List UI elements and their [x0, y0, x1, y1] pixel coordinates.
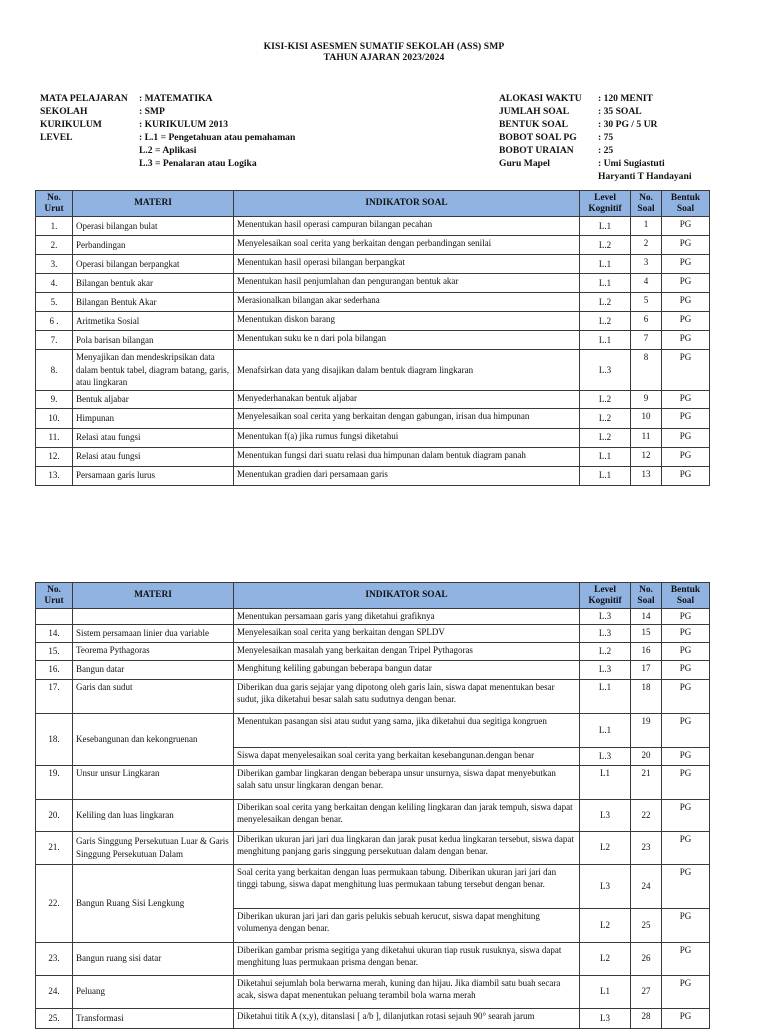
col-indikator: INDIKATOR SOAL: [234, 583, 580, 609]
cell-materi: Teorema Pythagoras: [73, 642, 234, 660]
info-value: : 120 MENIT: [598, 93, 653, 104]
cell-materi: Keliling dan luas lingkaran: [73, 799, 234, 831]
cell-level: L.2: [580, 428, 631, 447]
cell-bentuk: PG: [662, 799, 710, 831]
table-row: [36, 350, 710, 391]
info-row: [499, 118, 691, 131]
cell-materi: Bilangan Bentuk Akar: [73, 293, 234, 312]
cell-bentuk: PG: [662, 660, 710, 679]
cell-no-soal: 13: [631, 466, 662, 485]
info-row: [499, 144, 691, 157]
cell-no: 3.: [36, 255, 73, 274]
cell-bentuk: PG: [662, 642, 710, 660]
cell-no-soal: 5: [631, 293, 662, 312]
cell-no-soal: 28: [631, 1008, 662, 1028]
cell-materi: Bangun ruang sisi datar: [73, 942, 234, 975]
cell-materi: Himpunan: [73, 408, 234, 428]
cell-no-soal: 21: [631, 765, 662, 799]
cell-indikator: Menentukan fungsi dari suatu relasi dua himpunan dalam bentuk diagram panah: [234, 447, 580, 466]
cell-bentuk: PG: [662, 466, 710, 485]
cell-level: L.3: [580, 609, 631, 625]
info-value: : 30 PG / 5 UR: [598, 119, 658, 130]
cell-level: L.1: [580, 447, 631, 466]
cell-level: L3: [580, 1008, 631, 1028]
cell-materi: Garis Singgung Persekutuan Luar & Garis Singgung Persekutuan Dalam: [73, 831, 234, 864]
cell-bentuk: PG: [662, 609, 710, 625]
table-row: [36, 799, 710, 831]
cell-level: L.3: [580, 624, 631, 642]
cell-no-soal: 18: [631, 679, 662, 713]
cell-no: 2.: [36, 236, 73, 255]
kisi-table-1: [35, 190, 710, 486]
cell-indikator: Diberikan gambar prisma segitiga yang diketahui ukuran tiap rusuk rusuknya, siswa dapat menghitung luas permukaan prisma dengan benar.: [234, 942, 580, 975]
cell-bentuk: PG: [662, 975, 710, 1008]
table-row: [36, 679, 710, 713]
info-row: [499, 157, 691, 170]
table-row: [36, 331, 710, 350]
cell-level: L1: [580, 765, 631, 799]
cell-no: [36, 609, 73, 625]
doc-title: KISI-KISI ASESMEN SUMATIF SEKOLAH (ASS) SMP: [263, 41, 505, 52]
info-label: BOBOT SOAL PG: [499, 132, 577, 143]
cell-level: L.1: [580, 274, 631, 293]
cell-no-soal: 7: [631, 331, 662, 350]
cell-no-soal: 22: [631, 799, 662, 831]
cell-no-soal: 14: [631, 609, 662, 625]
info-row: [40, 144, 295, 157]
cell-indikator: Menentukan suku ke n dari pola bilangan: [234, 331, 580, 350]
cell-materi: Persamaan garis lurus: [73, 466, 234, 485]
cell-level: L3: [580, 799, 631, 831]
info-label: Guru Mapel: [499, 158, 550, 169]
cell-no: 1.: [36, 217, 73, 236]
cell-level: L.2: [580, 312, 631, 331]
info-row: [40, 118, 295, 131]
cell-bentuk: PG: [662, 428, 710, 447]
cell-indikator: Diberikan ukuran jari jari dan garis pelukis sebuah kerucut, siswa dapat menghitung volumenya dengan benar.: [234, 908, 580, 942]
cell-indikator: Soal cerita yang berkaitan dengan luas permukaan tabung. Diberikan ukuran jari jari dan tinggi tabung, siswa dapat menghitung luas permukaan tabung tersebut dengan benar.: [234, 864, 580, 908]
cell-indikator: Menyelesaikan masalah yang berkaitan dengan Tripel Pythagoras: [234, 642, 580, 660]
cell-no: 18.: [36, 713, 73, 765]
cell-no-soal: 4: [631, 274, 662, 293]
col-level: Level Kognitif: [580, 583, 631, 609]
table-row: [36, 624, 710, 642]
cell-bentuk: PG: [662, 447, 710, 466]
table-row: [36, 428, 710, 447]
cell-indikator: Menentukan pasangan sisi atau sudut yang sama, jika diketahui dua segitiga kongruen: [234, 713, 580, 747]
info-label: JUMLAH SOAL: [499, 106, 570, 117]
cell-bentuk: PG: [662, 236, 710, 255]
cell-materi: Bangun Ruang Sisi Lengkung: [73, 864, 234, 942]
info-value: : KURIKULUM 2013: [139, 119, 229, 130]
col-no-soal: No. Soal: [631, 583, 662, 609]
table-row: [36, 942, 710, 975]
cell-no-soal: 27: [631, 975, 662, 1008]
cell-level: L.3: [580, 660, 631, 679]
cell-level: L.2: [580, 236, 631, 255]
table-row: [36, 975, 710, 1008]
cell-no: 8.: [36, 350, 73, 391]
col-no-urut: No. Urut: [36, 583, 73, 609]
cell-no: 7.: [36, 331, 73, 350]
cell-indikator: Menyelesaikan soal cerita yang berkaitan dengan gabungan, irisan dua himpunan: [234, 408, 580, 428]
cell-indikator: Siswa dapat menyelesaikan soal cerita yang berkaitan kesebangunan.dengan benar: [234, 747, 580, 765]
cell-indikator: Menyelesaikan soal cerita yang berkaitan dengan SPLDV: [234, 624, 580, 642]
cell-bentuk: PG: [662, 274, 710, 293]
table-row: [36, 408, 710, 428]
table-row: [36, 765, 710, 799]
cell-no-soal: 19: [631, 713, 662, 747]
col-bentuk: Bentuk Soal: [662, 191, 710, 217]
cell-bentuk: PG: [662, 864, 710, 908]
cell-no-soal: 9: [631, 390, 662, 408]
table-row: [36, 293, 710, 312]
cell-no-soal: 12: [631, 447, 662, 466]
cell-no-soal: 8: [631, 350, 662, 391]
cell-indikator: Diketahui titik A (x,y), ditanslasi [ a/b ], dilanjutkan rotasi sejauh 90° searah jarum: [234, 1008, 580, 1028]
cell-materi: Perbandingan: [73, 236, 234, 255]
col-materi: MATERI: [73, 191, 234, 217]
cell-bentuk: PG: [662, 679, 710, 713]
cell-bentuk: PG: [662, 350, 710, 391]
table-row: [36, 236, 710, 255]
table-row: [36, 713, 710, 747]
cell-materi: Peluang: [73, 975, 234, 1008]
info-value: L.3 = Penalaran atau Logika: [139, 158, 257, 169]
info-label: KURIKULUM: [40, 119, 102, 130]
cell-materi: Transformasi: [73, 1008, 234, 1028]
cell-materi: Garis dan sudut: [73, 679, 234, 713]
table-row: [36, 274, 710, 293]
cell-bentuk: PG: [662, 331, 710, 350]
cell-no-soal: 16: [631, 642, 662, 660]
cell-level: L.2: [580, 293, 631, 312]
info-label: MATA PELAJARAN: [40, 93, 128, 104]
cell-level: L.1: [580, 466, 631, 485]
cell-level: L.1: [580, 331, 631, 350]
info-row: [499, 131, 691, 144]
info-value: L.2 = Aplikasi: [139, 145, 197, 156]
cell-indikator: Diberikan ukuran jari jari dua lingkaran dan jarak pusat kedua lingkaran tersebut, siswa dapat menghitung panjang garis singgung persekutuan dalam dengan benar.: [234, 831, 580, 864]
cell-no: 15.: [36, 642, 73, 660]
cell-materi: Menyajikan dan mendeskripsikan data dalam bentuk tabel, diagram batang, garis, atau lingkaran: [73, 350, 234, 391]
cell-level: L.3: [580, 350, 631, 391]
cell-level: L.1: [580, 217, 631, 236]
cell-materi: Pola barisan bilangan: [73, 331, 234, 350]
info-value: : 25: [598, 145, 614, 156]
cell-indikator: Diberikan soal cerita yang berkaitan dengan keliling lingkaran dan jarak tempuh, siswa dapat menyelesaikan dengan benar.: [234, 799, 580, 831]
info-value: Haryanti T Handayani: [598, 171, 692, 182]
table-row: [36, 447, 710, 466]
cell-materi: [73, 609, 234, 625]
table-header: [36, 583, 710, 609]
cell-bentuk: PG: [662, 747, 710, 765]
cell-no: 22.: [36, 864, 73, 942]
cell-no: 4.: [36, 274, 73, 293]
cell-indikator: Menentukan hasil penjumlahan dan pengurangan bentuk akar: [234, 274, 580, 293]
cell-indikator: Menyelesaikan soal cerita yang berkaitan dengan perbandingan senilai: [234, 236, 580, 255]
cell-indikator: Diberikan gambar lingkaran dengan beberapa unsur unsurnya, siswa dapat menyebutkan salah satu unsur lingkaran dengan benar.: [234, 765, 580, 799]
info-row: [499, 170, 691, 183]
info-row: [40, 105, 295, 118]
cell-indikator: Diketahui sejumlah bola berwarna merah, kuning dan hijau. Jika diambil satu buah secara acak, siswa dapat menentukan peluang terambil bola warna merah: [234, 975, 580, 1008]
table-header: [36, 191, 710, 217]
cell-bentuk: PG: [662, 713, 710, 747]
cell-level: L2: [580, 908, 631, 942]
info-right: [499, 92, 691, 183]
cell-no-soal: 17: [631, 660, 662, 679]
cell-no: 19.: [36, 765, 73, 799]
cell-bentuk: PG: [662, 217, 710, 236]
cell-indikator: Menentukan hasil operasi campuran bilangan pecahan: [234, 217, 580, 236]
table-row: [36, 831, 710, 864]
table-row: [36, 642, 710, 660]
cell-bentuk: PG: [662, 765, 710, 799]
info-label: LEVEL: [40, 132, 73, 143]
cell-bentuk: PG: [662, 831, 710, 864]
cell-no: 12.: [36, 447, 73, 466]
cell-no-soal: 20: [631, 747, 662, 765]
cell-materi: Operasi bilangan bulat: [73, 217, 234, 236]
cell-no-soal: 10: [631, 408, 662, 428]
cell-indikator: Merasionalkan bilangan akar sederhana: [234, 293, 580, 312]
cell-no: 13.: [36, 466, 73, 485]
cell-indikator: Menentukan diskon barang: [234, 312, 580, 331]
cell-no-soal: 6: [631, 312, 662, 331]
cell-indikator: Menentukan gradien dari persamaan garis: [234, 466, 580, 485]
cell-materi: Operasi bilangan berpangkat: [73, 255, 234, 274]
cell-indikator: Menentukan hasil operasi bilangan berpangkat: [234, 255, 580, 274]
cell-level: L.2: [580, 390, 631, 408]
table-row: [36, 466, 710, 485]
cell-no-soal: 3: [631, 255, 662, 274]
cell-bentuk: PG: [662, 255, 710, 274]
info-value: : SMP: [139, 106, 165, 117]
cell-no-soal: 25: [631, 908, 662, 942]
table-row: [36, 1008, 710, 1028]
cell-no: 5.: [36, 293, 73, 312]
table-row: [36, 390, 710, 408]
cell-no-soal: 26: [631, 942, 662, 975]
col-no-soal: No. Soal: [631, 191, 662, 217]
cell-indikator: Menentukan f(a) jika rumus fungsi diketahui: [234, 428, 580, 447]
col-materi: MATERI: [73, 583, 234, 609]
cell-level: L.1: [580, 679, 631, 713]
cell-no-soal: 2: [631, 236, 662, 255]
cell-materi: Bentuk aljabar: [73, 390, 234, 408]
cell-no: 23.: [36, 942, 73, 975]
cell-no: 6 .: [36, 312, 73, 331]
info-value: : MATEMATIKA: [139, 93, 213, 104]
cell-indikator: Menyederhanakan bentuk aljabar: [234, 390, 580, 408]
info-label: [40, 157, 139, 170]
cell-indikator: Menghitung keliling gabungan beberapa bangun datar: [234, 660, 580, 679]
cell-no: 17.: [36, 679, 73, 713]
col-level: Level Kognitif: [580, 191, 631, 217]
col-no-urut: No. Urut: [36, 191, 73, 217]
info-left: [40, 92, 295, 170]
cell-level: L3: [580, 864, 631, 908]
info-label: BENTUK SOAL: [499, 119, 569, 130]
cell-level: L.2: [580, 408, 631, 428]
cell-bentuk: PG: [662, 312, 710, 331]
cell-bentuk: PG: [662, 624, 710, 642]
cell-indikator: Menafsirkan data yang disajikan dalam bentuk diagram lingkaran: [234, 350, 580, 391]
cell-no-soal: 11: [631, 428, 662, 447]
table-row: [36, 217, 710, 236]
cell-materi: Relasi atau fungsi: [73, 428, 234, 447]
cell-bentuk: PG: [662, 408, 710, 428]
cell-bentuk: PG: [662, 293, 710, 312]
cell-no: 14.: [36, 624, 73, 642]
col-indikator: INDIKATOR SOAL: [234, 191, 580, 217]
cell-no-soal: 24: [631, 864, 662, 908]
table-row: [36, 864, 710, 908]
col-bentuk: Bentuk Soal: [662, 583, 710, 609]
cell-level: L2: [580, 831, 631, 864]
table-row: [36, 609, 710, 625]
cell-materi: Bangun datar: [73, 660, 234, 679]
cell-indikator: Diberikan dua garis sejajar yang dipotong oleh garis lain, siswa dapat menentukan besar sudut, jika diketahui besar salah satu sudutnya dengan benar.: [234, 679, 580, 713]
cell-no-soal: 23: [631, 831, 662, 864]
cell-no: 24.: [36, 975, 73, 1008]
cell-materi: Relasi atau fungsi: [73, 447, 234, 466]
cell-materi: Unsur unsur Lingkaran: [73, 765, 234, 799]
info-value: : 75: [598, 132, 614, 143]
cell-no: 20.: [36, 799, 73, 831]
cell-materi: Aritmetika Sosial: [73, 312, 234, 331]
info-value: : Umi Sugiastuti: [598, 158, 665, 169]
cell-level: L1: [580, 975, 631, 1008]
cell-no: 11.: [36, 428, 73, 447]
kisi-table-2: [35, 582, 710, 1029]
cell-materi: Sistem persamaan linier dua variable: [73, 624, 234, 642]
cell-level: L.1: [580, 713, 631, 747]
info-label: ALOKASI WAKTU: [499, 93, 582, 104]
cell-bentuk: PG: [662, 908, 710, 942]
table-row: [36, 312, 710, 331]
cell-no: 10.: [36, 408, 73, 428]
cell-level: L2: [580, 942, 631, 975]
info-row: [40, 157, 295, 170]
table-row: [36, 255, 710, 274]
info-label: [40, 144, 139, 157]
info-label: SEKOLAH: [40, 106, 88, 117]
cell-materi: Kesebangunan dan kekongruenan: [73, 713, 234, 765]
cell-no-soal: 1: [631, 217, 662, 236]
info-value: : 35 SOAL: [598, 106, 642, 117]
cell-no: 16.: [36, 660, 73, 679]
info-label: [499, 170, 598, 183]
info-row: [40, 131, 295, 144]
table-row: [36, 660, 710, 679]
cell-level: L.1: [580, 255, 631, 274]
info-row: [499, 105, 691, 118]
cell-level: L.3: [580, 747, 631, 765]
info-label: BOBOT URAIAN: [499, 145, 574, 156]
cell-materi: Bilangan bentuk akar: [73, 274, 234, 293]
cell-level: L.2: [580, 642, 631, 660]
doc-subtitle: TAHUN AJARAN 2023/2024: [323, 52, 445, 63]
info-row: [40, 92, 295, 105]
cell-no: 9.: [36, 390, 73, 408]
cell-no: 25.: [36, 1008, 73, 1028]
cell-bentuk: PG: [662, 1008, 710, 1028]
cell-no: 21.: [36, 831, 73, 864]
info-row: [499, 92, 691, 105]
cell-bentuk: PG: [662, 942, 710, 975]
cell-no-soal: 15: [631, 624, 662, 642]
cell-indikator: Menentukan persamaan garis yang diketahui grafiknya: [234, 609, 580, 625]
cell-bentuk: PG: [662, 390, 710, 408]
info-value: : L.1 = Pengetahuan atau pemahaman: [139, 132, 296, 143]
